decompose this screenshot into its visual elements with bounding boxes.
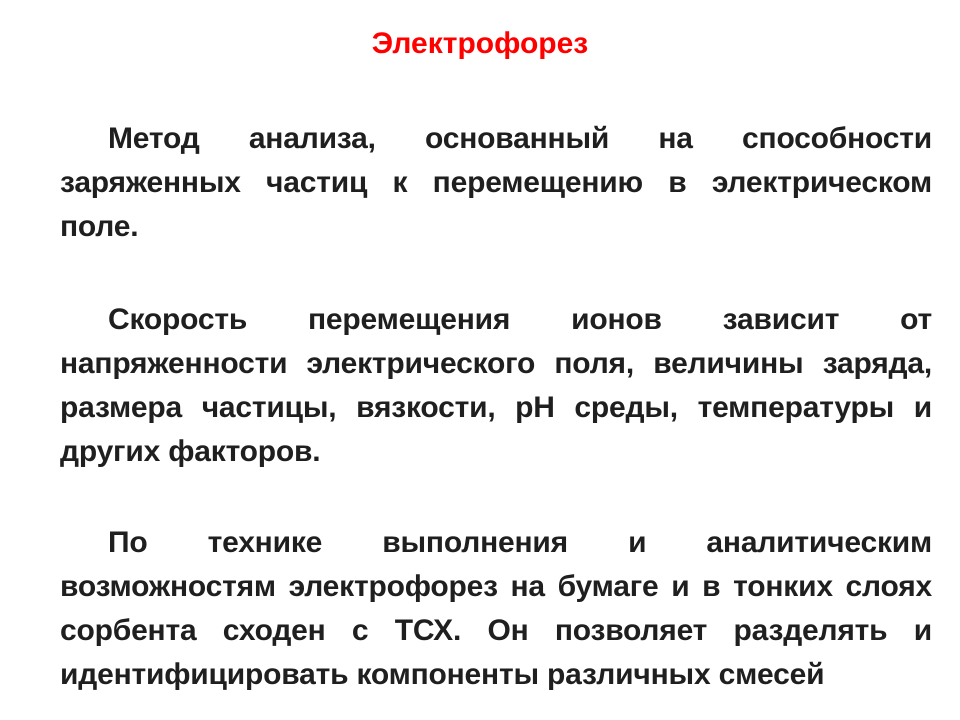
paragraph-ion-speed: Скорость перемещения ионов зависит от напряженности электрического поля, величины заряда, размера частицы, вязкости, pH среды, температуры и других факторов.: [60, 303, 932, 468]
paragraph-definition: Метод анализа, основанный на способности заряженных частиц к перемещению в электрическом поле.: [60, 122, 932, 243]
slide-title: Электрофорез: [371, 27, 589, 60]
paragraph-technique: По технике выполнения и аналитическим возможностям электрофорез на бумаге и в тонких слоях сорбента сходен с ТСХ. Он позволяет разделять и идентифицировать компоненты различных смесей: [60, 526, 932, 691]
